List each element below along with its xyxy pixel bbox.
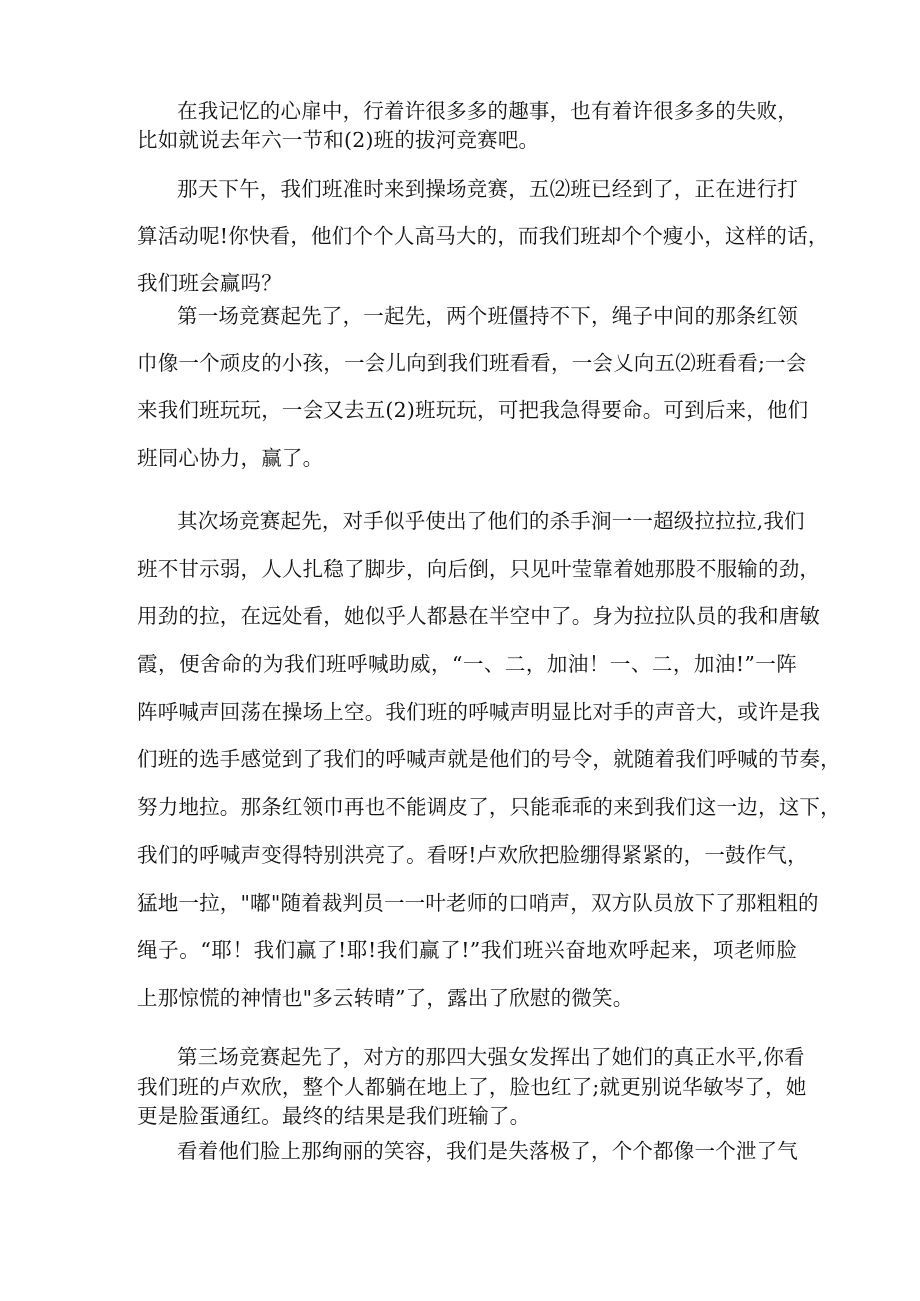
text-line: 班同心协力，赢了。 (137, 445, 324, 470)
text-line: 霞，便舍命的为我们班呼喊助威，“一、二，加油！一、二，加油!”一阵 (137, 652, 797, 677)
text-line: 上那惊慌的神情也"多云转晴”了，露出了欣慰的微笑。 (137, 985, 634, 1010)
paragraph-3 (137, 293, 809, 482)
text-line: 阵呼喊声回荡在操场上空。我们班的呼喊声明显比对手的声音大，或许是我 (137, 699, 821, 724)
text-line: 用劲的拉，在远处看，她似乎人都悬在半空中了。身为拉拉队员的我和唐敏 (137, 604, 821, 629)
text-line: 第一场竞赛起先了，一起先，两个班僵持不下，绳子中间的那条红领 (177, 304, 798, 328)
text-line: 更是脸蛋通红。最终的结果是我们班输了。 (137, 1104, 531, 1128)
paragraph-1 (137, 97, 797, 155)
text-line: 来我们班玩玩，一会又去五(2)班玩玩，可把我急得要命。可到后来，他们 (137, 398, 809, 423)
text-line: 我们班会赢吗？ (137, 271, 282, 296)
paragraph-2 (137, 166, 829, 308)
paragraph-5 (137, 1043, 807, 1132)
paragraph-6 (137, 1136, 797, 1166)
text-line: 努力地拉。那条红领巾再也不能调皮了，只能乖乖的来到我们这一边，这下， (137, 795, 841, 820)
text-line: 在我记忆的心扉中，行着许很多多的趣事，也有着许很多多的失败， (177, 99, 798, 123)
text-line: 看着他们脸上那绚丽的笑容，我们是失落极了，个个都像一个泄了气 (177, 1139, 798, 1163)
text-line: 们班的选手感觉到了我们的呼喊声就是他们的号令，就随着我们呼喊的节奏， (137, 747, 841, 772)
text-line: 其次场竞赛起先，对手似乎使出了他们的杀手涧一一超级拉拉拉,我们 (177, 509, 805, 533)
text-line: 班不甘示弱，人人扎稳了脚步，向后倒，只见叶莹靠着她那股不服输的劲， (137, 556, 821, 581)
paragraph-4 (137, 498, 841, 1023)
text-line: 我们的呼喊声变得特别洪亮了。看呀!卢欢欣把脸绷得紧紧的，一鼓作气， (137, 842, 808, 867)
text-line: 那天下午，我们班准时来到操场竞赛，五⑵班已经到了，正在进行打 (177, 177, 798, 201)
text-line: 第三场竞赛起先了，对方的那四大强女发挥出了她们的真正水平,你看 (177, 1045, 805, 1069)
text-line: 绳子。“耶！我们赢了!耶!我们赢了!”我们班兴奋地欢呼起来，项老师脸 (137, 938, 797, 963)
text-line: 我们班的卢欢欣，整个人都躺在地上了，脸也红了;就更别说华敏岑了，她 (137, 1074, 807, 1099)
text-line: 猛地一拉，"嘟"随着裁判员一一叶老师的口哨声，双方队员放下了那粗粗的 (137, 890, 819, 915)
text-line: 巾像一个顽皮的小孩，一会儿向到我们班看看，一会乂向五⑵班看看;一会 (137, 351, 807, 376)
text-line: 比如就说去年六一节和(2)班的拔河竞赛吧。 (137, 128, 540, 152)
text-line: 算活动呢!你快看，他们个个人高马大的，而我们班却个个瘦小，这样的话， (137, 224, 829, 249)
